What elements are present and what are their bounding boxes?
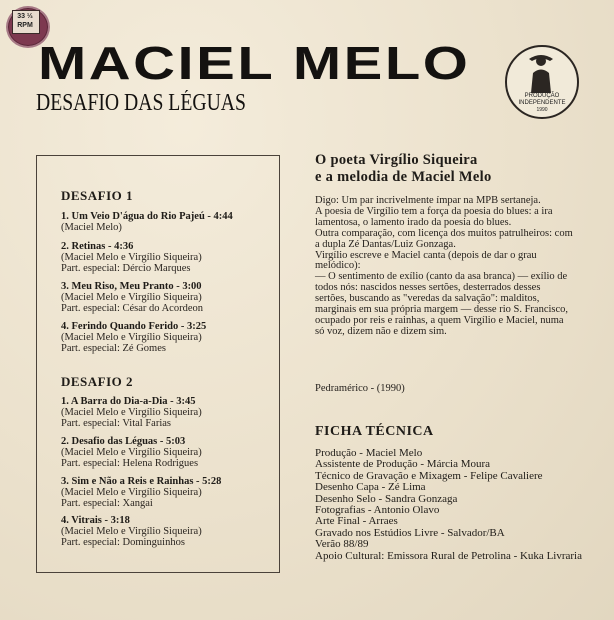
credit-line: Desenho Selo - Sandra Gonzaga <box>315 492 458 505</box>
track-item: 3. Sim e Não a Reis e Rainhas - 5:28 (Maciel Melo e Virgílio Siqueira) Part. especial: Xangai <box>61 476 222 509</box>
cultural-support: Apoio Cultural: Emissora Rural de Petrolina - Kuka Livraria <box>315 550 582 562</box>
track-item: 1. Um Veio D'água do Rio Pajeú - 4:44 (Maciel Melo) <box>61 211 233 233</box>
credit-line: Verão 88/89 <box>315 538 369 551</box>
tracklist-box <box>36 155 280 573</box>
essay-paragraph: Virgílio escreve e Maciel canta (depois de dar o grau melódico): <box>315 249 537 272</box>
essay-paragraph: Outra comparação, com licença dos muitos patrulheiros: com a dupla Zé Dantas/Luiz Gonzaga. <box>315 227 573 250</box>
singer-figure-icon <box>523 53 559 93</box>
credit-line: Gravado nos Estúdios Livre - Salvador/BA <box>315 526 505 539</box>
credits-title: FICHA TÉCNICA <box>315 424 434 439</box>
credit-line: Arte Final - Arraes <box>315 515 398 528</box>
essay-title: O poeta Virgílio Siqueira e a melodia de Maciel Melo <box>315 152 492 185</box>
credit-line: Produção - Maciel Melo <box>315 447 423 459</box>
credit-line: Fotografias - Antonio Olavo <box>315 504 440 517</box>
essay-paragraph: — O sentimento de exílio (canto da asa branca) — exílio de todos nós: nascidos nesses sertões, desterrados desses sertões, buscando as "veredas da salvação": malditos, marginais em sua própria margem — desse rio S. Francisco, ocupado por reis e rainhas, a quem Virgílio e Maciel, numa só voz, dizem não e dizem sim. <box>315 271 569 337</box>
track-item: 1. A Barra do Dia-a-Dia - 3:45 (Maciel Melo e Virgílio Siqueira) Part. especial: Vital Farias <box>61 396 202 429</box>
disc-title: DESAFIO 2 <box>61 374 134 389</box>
essay-signature: Pedramérico - (1990) <box>315 383 405 394</box>
track-item: 2. Retinas - 4:36 (Maciel Melo e Virgílio Siqueira) Part. especial: Dércio Marques <box>61 241 202 274</box>
logo-year: 1990 <box>536 107 548 113</box>
logo-label: PRODUÇÃO INDEPENDENTE <box>518 93 566 106</box>
credit-line: Desenho Capa - Zé Lima <box>315 481 426 494</box>
sticker-text: 33 ⅓ RPM <box>17 13 33 29</box>
album-title: DESAFIO DAS LÉGUAS <box>36 90 246 116</box>
essay-body <box>315 196 573 338</box>
track-item: 3. Meu Riso, Meu Pranto - 3:00 (Maciel Melo e Virgílio Siqueira) Part. especial: César do Acordeon <box>61 281 203 314</box>
disc-title: DESAFIO 1 <box>61 188 134 203</box>
essay-paragraph: Digo: Um par incrivelmente ímpar na MPB sertaneja. <box>315 195 541 206</box>
credit-line: Assistente de Produção - Márcia Moura <box>315 458 491 471</box>
essay-paragraph: A poesia de Virgílio tem a força da poesia do blues: a ira lamentosa, o lamento irado da poesia do blues. <box>315 205 553 228</box>
credits-list <box>315 448 585 551</box>
credit-line: Técnico de Gravação e Mixagem - Felipe Cavaliere <box>315 469 543 482</box>
track-item: 4. Ferindo Quando Ferido - 3:25 (Maciel Melo e Virgílio Siqueira) Part. especial: Zé Gomes <box>61 321 207 354</box>
producer-logo <box>505 45 579 119</box>
track-item: 2. Desafio das Léguas - 5:03 (Maciel Melo e Virgílio Siqueira) Part. especial: Helena Rodrigues <box>61 436 202 469</box>
track-item: 4. Vitrais - 3:18 (Maciel Melo e Virgílio Siqueira) Part. especial: Dominguinhos <box>61 515 202 548</box>
artist-name: MACIEL MELO <box>38 37 471 89</box>
